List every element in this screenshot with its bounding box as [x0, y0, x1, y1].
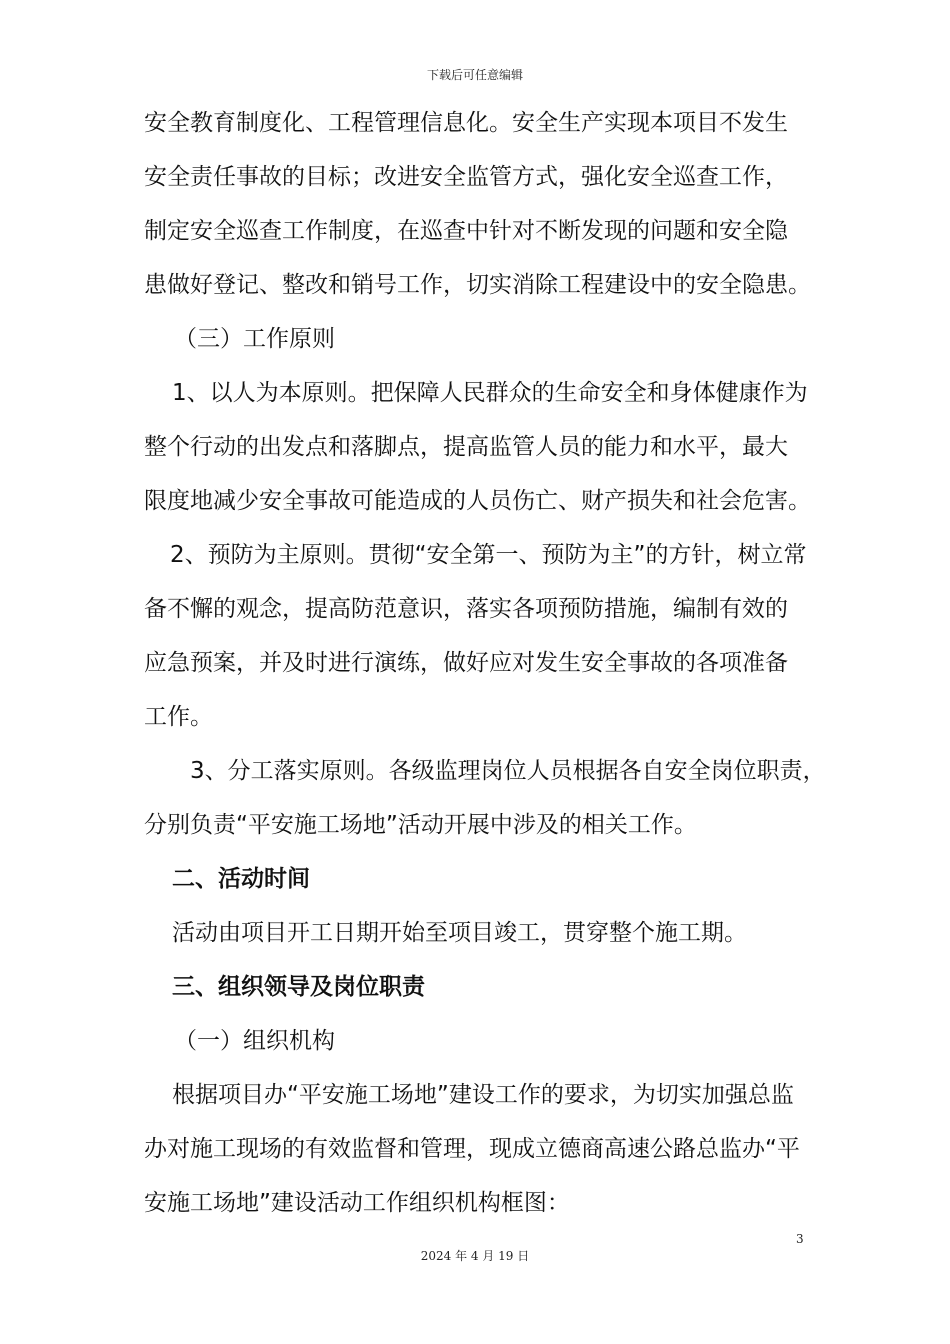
paragraph-line: 工作。: [144, 704, 213, 730]
paragraph-line: 2、预防为主原则。贯彻“安全第一、预防为主”的方针，树立常: [170, 542, 807, 568]
paragraph-line: 根据项目办“平安施工场地”建设工作的要求，为切实加强总监: [172, 1082, 794, 1108]
paragraph-line: 安全教育制度化、工程管理信息化。安全生产实现本项目不发生: [144, 110, 788, 136]
section-heading: 三、组织领导及岗位职责: [172, 974, 425, 1000]
paragraph-line: 患做好登记、整改和销号工作，切实消除工程建设中的安全隐患。: [144, 272, 811, 298]
paragraph-line: 活动由项目开工日期开始至项目竣工，贯穿整个施工期。: [172, 920, 747, 946]
paragraph-line: 分别负责“平安施工场地”活动开展中涉及的相关工作。: [144, 812, 697, 838]
subsection-heading: （一）组织机构: [174, 1028, 335, 1054]
paragraph-line: 整个行动的出发点和落脚点，提高监管人员的能力和水平，最大: [144, 434, 788, 460]
footer-date: 2024 年 4 月 19 日: [420, 1249, 530, 1263]
document-body: [144, 96, 824, 1230]
paragraph-line: 办对施工现场的有效监督和管理，现成立德商高速公路总监办“平: [144, 1136, 800, 1162]
paragraph-line: 备不懈的观念，提高防范意识，落实各项预防措施，编制有效的: [144, 596, 788, 622]
paragraph-line: 3、分工落实原则。各级监理岗位人员根据各自安全岗位职责，: [190, 758, 826, 784]
paragraph-line: 限度地减少安全事故可能造成的人员伤亡、财产损失和社会危害。: [144, 488, 811, 514]
paragraph-line: 安施工场地”建设活动工作组织机构框图：: [144, 1190, 570, 1216]
header-note: 下载后可任意编辑: [426, 68, 523, 82]
paragraph-line: 安全责任事故的目标；改进安全监管方式，强化安全巡查工作，: [144, 164, 788, 190]
page-number: 3: [796, 1232, 804, 1246]
paragraph-line: 1、以人为本原则。把保障人民群众的生命安全和身体健康作为: [172, 380, 808, 406]
subsection-heading: （三）工作原则: [174, 326, 335, 352]
section-heading: 二、活动时间: [172, 866, 310, 892]
paragraph-line: 应急预案，并及时进行演练，做好应对发生安全事故的各项准备: [144, 650, 788, 676]
paragraph-line: 制定安全巡查工作制度，在巡查中针对不断发现的问题和安全隐: [144, 218, 788, 244]
